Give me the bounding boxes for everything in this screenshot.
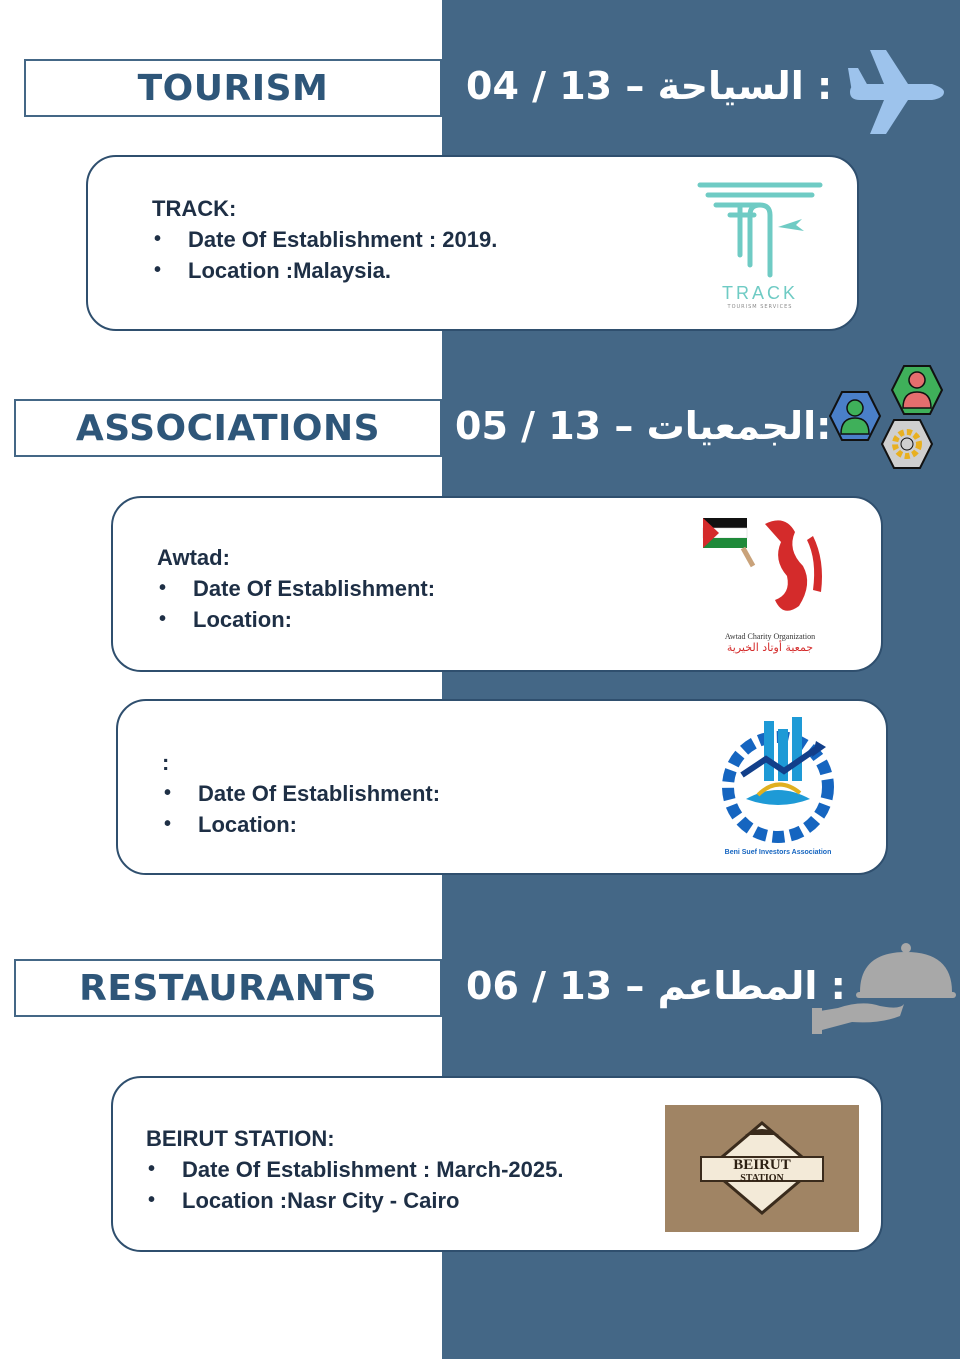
- awtad-logo-mark: [695, 510, 845, 628]
- section-label-restaurants: RESTAURANTS: [14, 959, 442, 1017]
- cloche-icon: [808, 940, 958, 1040]
- awtad-logo-text: Awtad Charity Organization: [724, 632, 816, 641]
- track-logo-text: TRACK: [721, 283, 798, 303]
- location: • Location :Nasr City - Cairo: [146, 1185, 563, 1216]
- location: • Location:: [162, 809, 440, 840]
- beirut-station-logo-text: BEIRUT: [733, 1157, 791, 1173]
- beirut-station-logo-subtext: STATION: [740, 1173, 784, 1184]
- section-title-associations: 05 / 13 – الجمعيات:: [455, 404, 832, 448]
- section-label-associations: ASSOCIATIONS: [14, 399, 442, 457]
- section-title-restaurants: 06 / 13 – المطاعم :: [466, 964, 846, 1008]
- awtad-logo: [695, 510, 845, 660]
- location: • Location :Malaysia.: [152, 255, 497, 286]
- date-of-establishment: • Date Of Establishment : March-2025.: [146, 1154, 563, 1185]
- date-of-establishment: • Date Of Establishment:: [157, 573, 435, 604]
- track-logo-mark: [690, 175, 830, 285]
- track-logo: [690, 175, 830, 311]
- section-label-tourism: TOURISM: [24, 59, 442, 117]
- date-of-establishment: • Date Of Establishment : 2019.: [152, 224, 497, 255]
- beni-suef-logo-mark: [708, 715, 848, 845]
- date-of-establishment: • Date Of Establishment:: [162, 778, 440, 809]
- card-beirut-station: [111, 1076, 883, 1252]
- awtad-logo-subtext: جمعية أوتاد الخيرية: [726, 641, 814, 654]
- card-company-name: :: [162, 750, 170, 775]
- location: • Location:: [157, 604, 435, 635]
- beni-suef-logo-text: Beni Suef Investors Association: [724, 849, 832, 856]
- card-track: [86, 155, 859, 331]
- people-gear-icon: [828, 362, 944, 474]
- card-awtad: [111, 496, 883, 672]
- card-company-name: Awtad:: [157, 545, 230, 570]
- card-company-name: BEIRUT STATION:: [146, 1126, 335, 1151]
- beni-suef-logo: [708, 715, 848, 865]
- track-logo-subtext: TOURISM SERVICES: [727, 304, 793, 310]
- section-title-tourism: 04 / 13 – السياحة :: [466, 64, 833, 108]
- airplane-icon: [846, 48, 946, 138]
- card-beni-suef: [116, 699, 888, 875]
- beirut-station-logo: [665, 1105, 859, 1232]
- card-company-name: TRACK:: [152, 196, 237, 221]
